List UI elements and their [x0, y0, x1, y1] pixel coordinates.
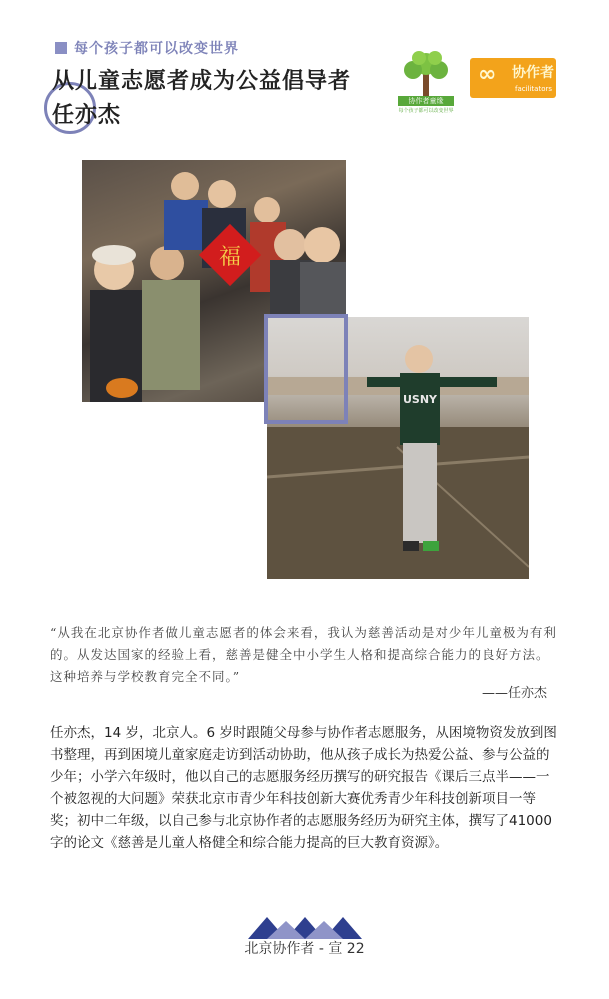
photo-frame-decoration [264, 314, 348, 424]
logo-subcaption: 每个孩子都可以改变世界 [398, 108, 454, 114]
page-footer: 北京协作者 - 宣 22 [244, 941, 365, 957]
svg-text:USNY: USNY [402, 393, 438, 406]
bio-paragraph: 任亦杰，14 岁，北京人。6 岁时跟随父母参与协作者志愿服务，从困境物资发放到图书整理，再到困境儿童家庭走访到活动协助，他从孩子成长为热爱公益、参与公益的少年；小学六年级时，他以自己的志愿服务经历撰写的研究报告《课后三点半——一个被忽视的大问题》荣获北京市青少年科技创新大赛优秀青少年科技创新项目一等奖；初中二年级，以自己参与北京协作者的志愿服务经历为研究主体，撰写了41000 字的论文《慈善是儿童人格健全和综合能力提高的巨大教育资源》。 [50, 725, 557, 851]
quote-text: “从我在北京协作者做儿童志愿者的体会来看，我认为慈善活动是对少年儿童极为有利的。从发达国家的经验上看，慈善是健全中小学生人格和提高综合能力的良好方法。这种培养与学校教育完全不同。” [50, 625, 557, 684]
page-title: 从儿童志愿者成为公益倡导者 [52, 69, 352, 94]
infinity-logo-icon: ∞ [478, 62, 497, 87]
logo-caption: 协作者童缘 [398, 96, 454, 106]
person-name: 任亦杰 [52, 103, 122, 128]
logo-english: facilitators [515, 85, 553, 93]
tag-square-icon [55, 42, 67, 54]
svg-text:福: 福 [218, 245, 242, 270]
tagline: 每个孩子都可以改变世界 [74, 41, 239, 57]
footer-mountains-icon [248, 917, 362, 939]
logo-name: 协作者 [512, 65, 554, 81]
quote-author: ——任亦杰 [482, 686, 548, 701]
